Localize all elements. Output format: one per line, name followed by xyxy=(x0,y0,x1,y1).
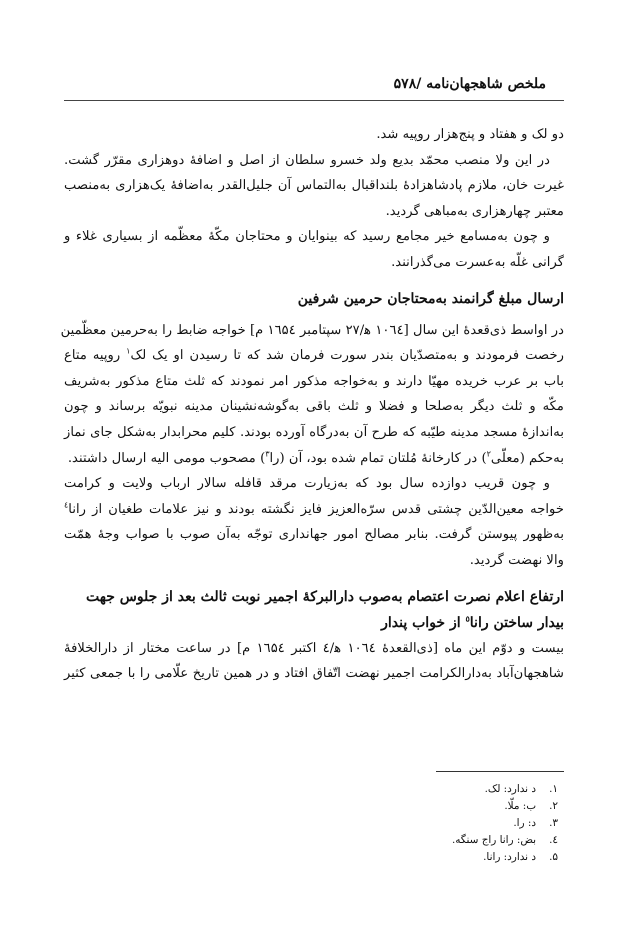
text-line: در اواسط ذی‌قعدهٔ این سال [۱۰٦٤ ه‍/۲۷ سپتامبر ۱٦۵٤ م] خواجه ضابط را به‌حرمین معظّمین xyxy=(60,322,564,338)
text-line: در این ولا منصب محمّد بدیع ولد خسرو سلطان از اصل و اضافهٔ دوهزاری مقرّر گشت. xyxy=(64,152,550,168)
text-line: غیرت خان، ملازم پادشاهزادهٔ بلنداقبال به‌التماس آن جلیل‌القدر به‌اضافهٔ یک‌هزاری به‌منصب xyxy=(64,178,564,194)
section-heading: بیدار ساختن رانا$^٥$ از خواب پندار xyxy=(381,612,564,631)
footnote-mark: ٣ xyxy=(265,449,270,459)
paragraph xyxy=(64,148,564,225)
footnote-item: ۲.ب: ملّا. xyxy=(504,800,558,812)
section-heading: ارسال مبلغ گرانمند به‌محتاجان حرمین شرفین xyxy=(297,290,564,307)
text-line: گرانی غلّه به‌عسرت می‌گذرانند. xyxy=(391,254,564,270)
text-line: شاهجهان‌آباد به‌دارالکرامت اجمیر نهضت اتّفاق افتاد و در همین تاریخ علّامی را با جمعی کثیر xyxy=(64,666,564,682)
text-line: و چون به‌مسامع خیر مجامع رسید که بینوایان و محتاجان مکّهٔ معظّمه از بسیاری غلاء و xyxy=(64,229,550,245)
footnote-mark: ٥ xyxy=(465,612,470,623)
running-header: ملخص شاهجهان‌نامه /۵۷۸ xyxy=(393,76,546,92)
text-line: خواجه معین‌الدّین چشتی قدس سرّه‌العزیز فایز نگشته بودند و نیز علامات طغیان از رانا$^٤$ xyxy=(64,500,564,517)
paragraph xyxy=(64,636,564,687)
footnote-mark: ١ xyxy=(126,346,131,356)
header-rule xyxy=(64,100,564,101)
footnote-item: ۱.د ندارد: لک. xyxy=(484,783,558,795)
footnotes xyxy=(452,781,558,866)
text-line: والا نهضت گردید. xyxy=(469,552,564,568)
footnote-item: ۳.د: را. xyxy=(513,817,558,829)
page-body xyxy=(60,122,565,687)
text-line: به‌حکم (معلّی$^٢$) در کارخانهٔ مُلتان تمام شده بود، آن (را$^٣$) مصحوب مومی الیه ارسال داشتند. xyxy=(67,449,564,466)
text-line: باب بر عرب خریده مهیّا دارند و به‌خواجه مذکور امر نمودند که ثلث متاع مذکور به‌شریف xyxy=(64,373,564,389)
paragraph xyxy=(60,318,564,472)
footnote-item: ۵.د ندارد: رانا. xyxy=(483,851,558,863)
text-line: به‌اندازهٔ مسجد مدینه طیّبه که طرح آن به‌درگاه آورده بودند. کلیم محرابدار به‌شکل جای نماز xyxy=(64,424,564,440)
section-heading: ارتفاع اعلام نصرت اعتصام به‌صوب دارالبرکهٔ اجمیر نوبت ثالث بعد از جلوس جهت xyxy=(86,588,564,605)
text-line: معتبر چهارهزاری به‌مباهی گردید. xyxy=(385,203,564,219)
text-line: بیست و دوّم این ماه [ذی‌القعدهٔ ۱۰٦٤ ه‍/٤ اکتبر ۱٦۵٤ م] در ساعت مختار از دارالخلافهٔ xyxy=(64,640,565,656)
text-line: به‌ظهور پیوستن گرفت. بنابر مصالح امور جهانداری توجّه به‌آن صوب با صواب وجهٔ همّت xyxy=(64,527,564,543)
footnote-rule xyxy=(436,771,564,772)
footnote-item: ٤.بض: رانا راج سنگه. xyxy=(451,834,558,846)
paragraph xyxy=(64,224,564,275)
text-line: رخصت فرمودند و به‌متصدّیان بندر سورت فرمان شد که تا رسیدن او یک لک$^١$ روپیه متاع xyxy=(64,346,564,364)
text-line: دو لک و هفتاد و پنج‌هزار روپیه شد. xyxy=(376,127,564,142)
text-line: مکّه و ثلث دیگر به‌صلحا و فضلا و ثلث باقی به‌گوشه‌نشینان مدینه نبویّه برساند و چون xyxy=(64,399,564,415)
text-line: و چون قریب دوازده سال بود که به‌زیارت مرقد قافله سالار ارباب ولایت و کرامت xyxy=(64,476,550,492)
footnote-mark: ٢ xyxy=(486,449,491,459)
footnote-mark: ٤ xyxy=(64,500,69,510)
paragraph xyxy=(64,471,564,573)
